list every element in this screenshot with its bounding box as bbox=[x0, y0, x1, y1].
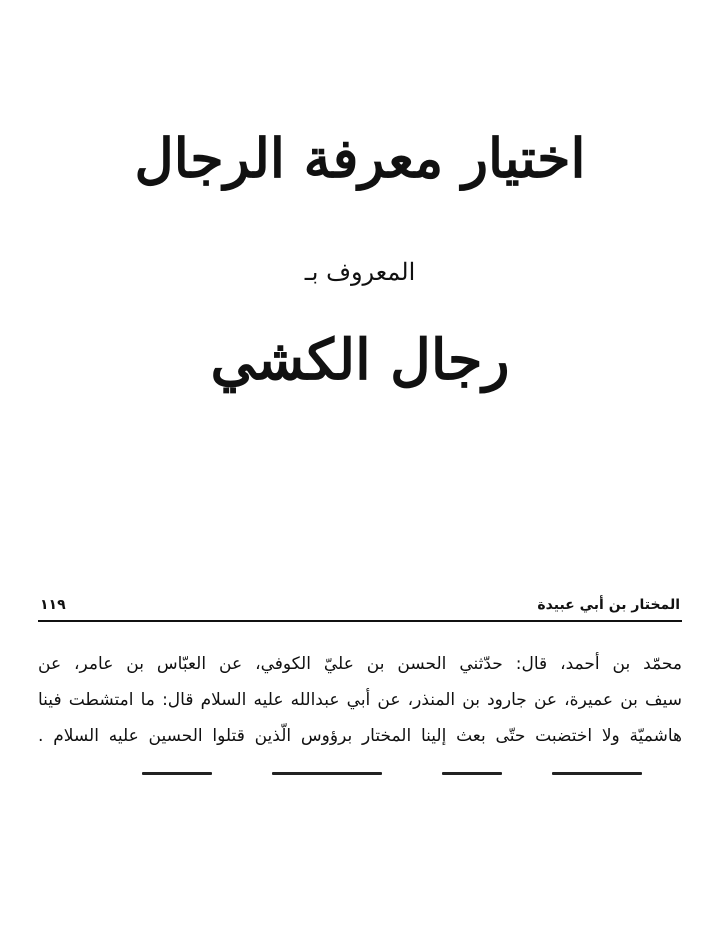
book-title: اختيار معرفة الرجال bbox=[134, 126, 586, 190]
page-number: ١١٩ bbox=[40, 597, 66, 613]
known-as-label: المعروف بـ bbox=[304, 258, 416, 286]
running-title: المختار بن أبي عبيدة bbox=[537, 597, 680, 613]
text-line: سيف بن عميرة، عن جارود بن المنذر، عن أبي عبدالله عليه السلام قال: ما امتشطت فينا bbox=[38, 690, 682, 710]
header-divider bbox=[38, 620, 682, 622]
excerpt-body bbox=[38, 646, 682, 754]
running-header bbox=[40, 594, 680, 616]
cover-section bbox=[0, 0, 720, 440]
book-alternate-title: رجال الكشي bbox=[210, 327, 510, 393]
text-line: هاشميّة ولا اختضبت حتّى بعث إلينا المختار برؤوس الّذين قتلوا الحسين عليه السلام . bbox=[38, 726, 682, 746]
text-line: محمّد بن أحمد، قال: حدّثني الحسن بن عليّ الكوفي، عن العبّاس بن عامر، عن bbox=[38, 654, 682, 674]
cropped-text-line bbox=[38, 772, 682, 780]
